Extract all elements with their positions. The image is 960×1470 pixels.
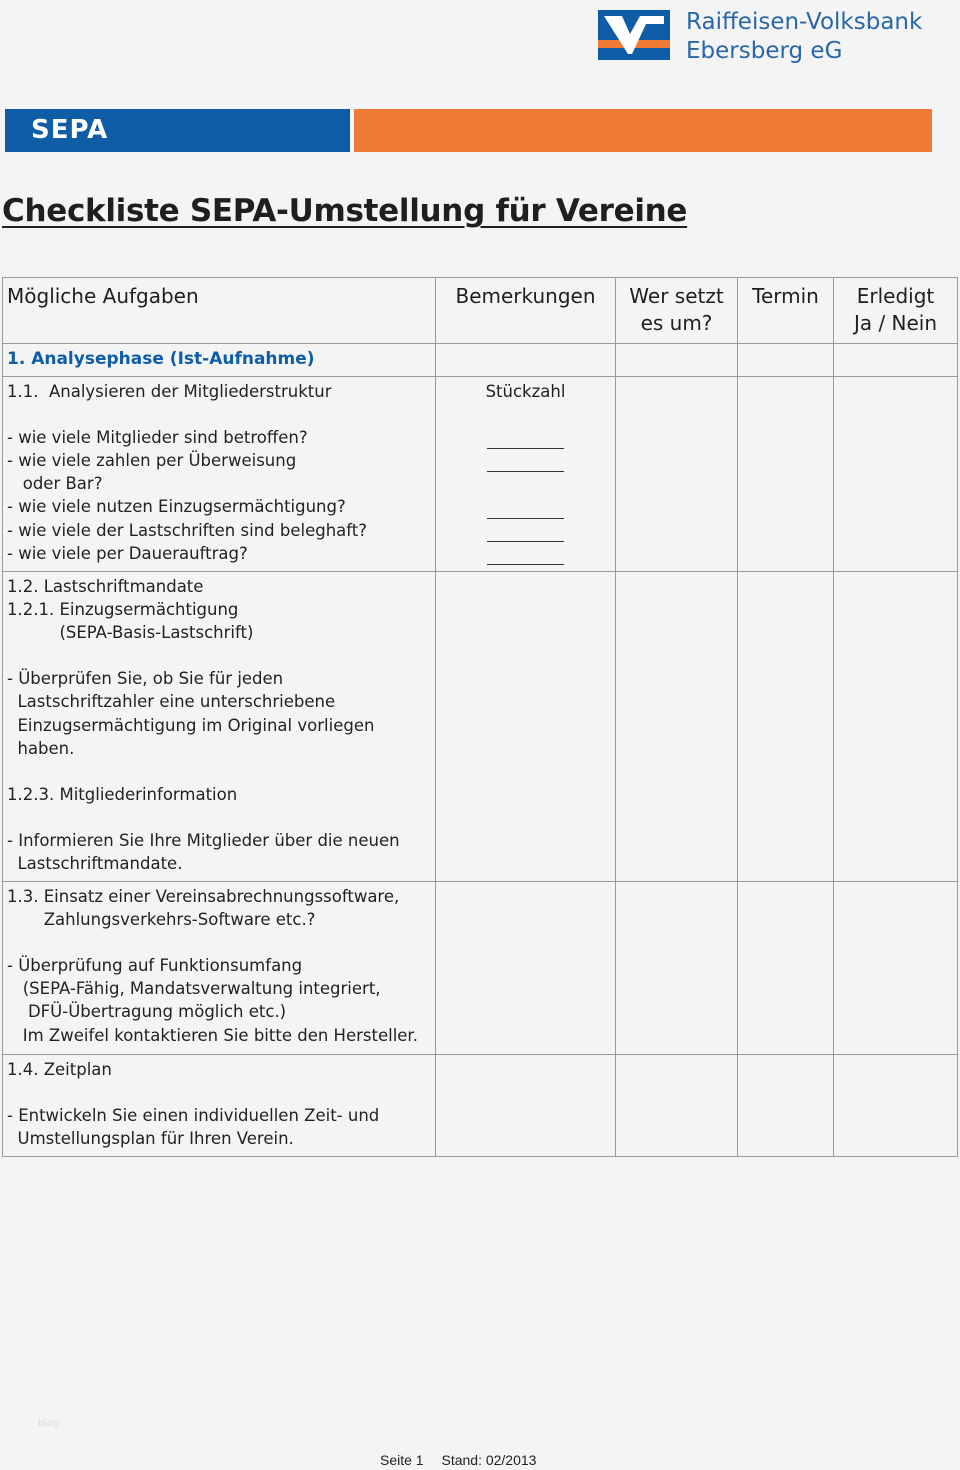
task-line: - wie viele der Lastschriften sind beleghaft? xyxy=(7,520,368,540)
table-row xyxy=(3,377,958,572)
task-cell-1-2 xyxy=(3,572,436,882)
task-line: 1.2.3. Mitgliederinformation xyxy=(7,784,238,804)
page-footer xyxy=(380,1452,550,1468)
remark-cell xyxy=(436,377,616,572)
task-line: - wie viele per Dauerauftrag? xyxy=(7,543,248,563)
task-line: 1.4. Zeitplan xyxy=(7,1060,112,1079)
table-cell xyxy=(738,1055,834,1157)
bank-name xyxy=(686,8,922,66)
page-title: Checkliste SEPA-Umstellung für Vereine xyxy=(2,193,688,229)
header-tasks: Mögliche Aufgaben xyxy=(3,278,436,344)
checklist-table xyxy=(2,277,958,1157)
table-cell xyxy=(834,377,958,572)
header-deadline: Termin xyxy=(738,278,834,344)
table-row xyxy=(3,882,958,1055)
task-line: oder Bar? xyxy=(7,474,103,494)
document-date: Stand: 02/2013 xyxy=(441,1452,537,1468)
task-line xyxy=(7,644,431,667)
task-line: 1.2.1. Einzugsermächtigung xyxy=(7,600,239,620)
task-line: (SEPA-Basis-Lastschrift) xyxy=(7,623,254,643)
bank-logo xyxy=(598,8,938,68)
header-who-line1: Wer setzt xyxy=(629,284,724,308)
table-cell xyxy=(834,572,958,882)
table-cell xyxy=(738,882,834,1055)
bank-name-line2: Ebersberg eG xyxy=(686,38,843,64)
table-row xyxy=(3,572,958,882)
section-title: 1. Analysephase (Ist-Aufnahme) xyxy=(3,344,436,377)
table-cell xyxy=(738,572,834,882)
bank-name-line1: Raiffeisen-Volksbank xyxy=(686,9,923,35)
task-cell-1-1 xyxy=(3,377,436,572)
header-who xyxy=(616,278,738,344)
task-line xyxy=(7,806,431,829)
count-blank-line[interactable] xyxy=(487,542,564,565)
header-who-line2: es um? xyxy=(640,311,713,335)
table-cell xyxy=(834,1055,958,1157)
count-blank-line[interactable] xyxy=(487,449,564,472)
task-line: (SEPA-Fähig, Mandatsverwaltung integriert, xyxy=(7,979,381,999)
task-line: Im Zweifel kontaktieren Sie bitte den Hersteller. xyxy=(7,1025,418,1045)
task-cell-1-4 xyxy=(3,1055,436,1157)
page-number: Seite 1 xyxy=(380,1452,424,1468)
task-line: 1.2. Lastschriftmandate xyxy=(7,577,204,596)
header-remarks: Bemerkungen xyxy=(436,278,616,344)
task-cell-1-3 xyxy=(3,882,436,1055)
task-line: - wie viele nutzen Einzugsermächtigung? xyxy=(7,497,346,517)
table-cell xyxy=(436,572,616,882)
task-line: Zahlungsverkehrs-Software etc.? xyxy=(7,910,316,930)
task-line: haben. xyxy=(7,738,75,758)
task-line: - Überprüfung auf Funktionsumfang xyxy=(7,956,303,976)
banner-orange-bar xyxy=(354,109,932,152)
table-header-row xyxy=(3,278,958,344)
count-blank-line[interactable] xyxy=(487,519,564,542)
task-line: Lastschriftzahler eine unterschriebene xyxy=(7,692,336,712)
table-row xyxy=(3,1055,958,1157)
table-cell xyxy=(834,882,958,1055)
table-cell xyxy=(436,1055,616,1157)
task-line: - Entwickeln Sie einen individuellen Zeit- und xyxy=(7,1106,380,1126)
count-blank-line[interactable] xyxy=(487,426,564,449)
task-line: 1.1. Analysieren der Mitgliederstruktur xyxy=(7,382,332,401)
table-cell xyxy=(616,572,738,882)
task-line xyxy=(7,931,431,954)
watermark: blog xyxy=(38,1418,60,1429)
volksbank-logo-icon xyxy=(598,10,670,60)
table-cell xyxy=(834,344,958,377)
task-line: - wie viele Mitglieder sind betroffen? xyxy=(7,428,308,448)
task-line: - wie viele zahlen per Überweisung xyxy=(7,451,297,471)
table-cell xyxy=(738,377,834,572)
header-done-line1: Erledigt xyxy=(856,284,935,308)
task-line: Einzugsermächtigung im Original vorliegen xyxy=(7,715,375,735)
task-line: DFÜ-Übertragung möglich etc.) xyxy=(7,1002,287,1022)
table-cell xyxy=(616,1055,738,1157)
task-line xyxy=(7,403,431,426)
task-line: - Überprüfen Sie, ob Sie für jeden xyxy=(7,669,284,689)
table-cell xyxy=(616,377,738,572)
count-blank-line[interactable] xyxy=(487,495,564,518)
task-line: 1.3. Einsatz einer Vereinsabrechnungssoftware, xyxy=(7,887,400,906)
table-cell xyxy=(616,882,738,1055)
sepa-banner: SEPA xyxy=(5,109,350,152)
task-line: Umstellungsplan für Ihren Verein. xyxy=(7,1129,294,1149)
section-row xyxy=(3,344,958,377)
remark-label: Stückzahl xyxy=(485,382,566,401)
task-line: - Informieren Sie Ihre Mitglieder über die neuen xyxy=(7,831,400,851)
header-done-line2: Ja / Nein xyxy=(853,311,938,335)
task-line: Lastschriftmandate. xyxy=(7,854,183,874)
table-cell xyxy=(436,882,616,1055)
table-cell xyxy=(616,344,738,377)
header-done xyxy=(834,278,958,344)
table-cell xyxy=(436,344,616,377)
task-line xyxy=(7,1081,431,1104)
table-cell xyxy=(738,344,834,377)
task-line xyxy=(7,760,431,783)
